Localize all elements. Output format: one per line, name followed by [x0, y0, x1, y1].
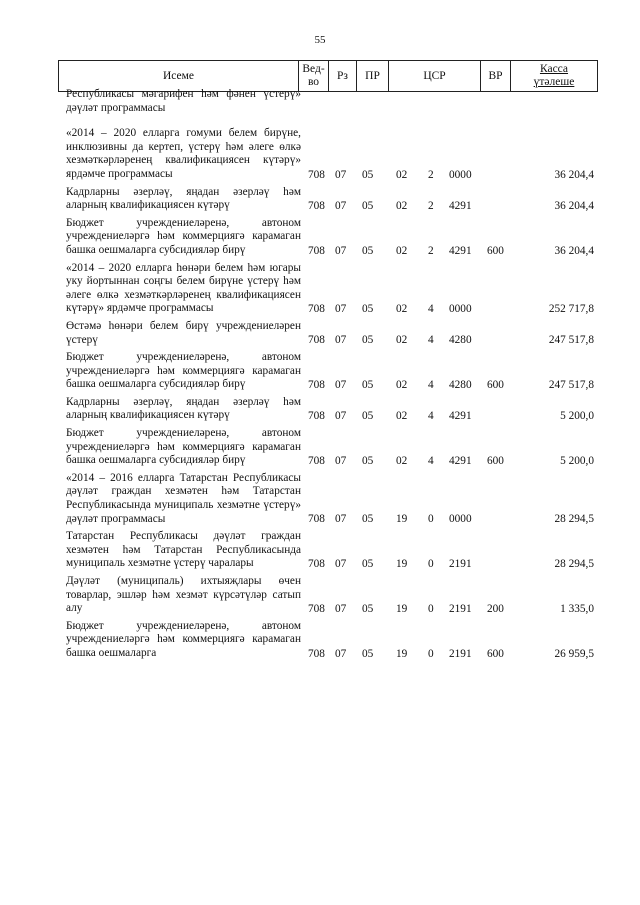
cell-c3: 4280: [449, 334, 472, 347]
cell-rz: 07: [335, 454, 347, 467]
row-name: Бюджет учреждениеләренә, автоном учреждениеләргә һәм коммерциягә карамаган башка оешмаларга субсидияләр бирү: [66, 351, 301, 391]
cell-pr: 05: [362, 244, 374, 257]
cell-ved: 708: [308, 199, 325, 212]
cell-c3: 4291: [449, 244, 472, 257]
cell-c3: 2191: [449, 558, 472, 570]
cell-c1: 19: [396, 602, 408, 615]
row-codes: [58, 302, 598, 316]
cell-c3: 0000: [449, 513, 472, 526]
cell-ved: 708: [308, 244, 325, 257]
table-row: [58, 427, 598, 468]
table-row: [58, 530, 598, 571]
cell-vr: 600: [487, 647, 504, 660]
cell-pr: 05: [362, 168, 374, 181]
cell-c1: 02: [396, 454, 408, 467]
row-codes: [58, 512, 598, 526]
cell-c2: 0: [428, 513, 434, 526]
cell-sum: 28 294,5: [554, 558, 594, 570]
cell-rz: 07: [335, 199, 347, 212]
table-row: [58, 217, 598, 258]
cell-c2: 0: [428, 558, 434, 570]
cell-pr: 05: [362, 558, 374, 570]
cell-sum: 252 717,8: [548, 302, 594, 315]
cell-c1: 02: [396, 334, 408, 347]
table-row: [58, 472, 598, 526]
cell-c2: 2: [428, 168, 434, 181]
table-body: [58, 88, 598, 665]
row-name: «2014 – 2020 елларга һөнәри белем һәм югары уку йортыннан соңгы белем бирүне үстерү һәм әлеге өлкә хезмәткәрләренең квалификациясен күтәрү» ярдәмче программасы: [66, 261, 301, 315]
cell-ved: 708: [308, 302, 325, 315]
cell-pr: 05: [362, 302, 374, 315]
cell-sum: 36 204,4: [554, 168, 594, 181]
row-codes: [58, 244, 598, 258]
cell-rz: 07: [335, 378, 347, 391]
row-codes: [58, 557, 598, 571]
cell-c2: 4: [428, 378, 434, 391]
cell-c1: 19: [396, 513, 408, 526]
table-row: [58, 88, 598, 115]
cell-ved: 708: [308, 647, 325, 660]
cell-pr: 05: [362, 647, 374, 660]
table-row: [58, 186, 598, 213]
row-name: Кадрларны әзерләү, яңадан әзерләү һәм аларның квалификациясен күтәрү: [66, 185, 301, 212]
header-name: Исеме: [59, 61, 299, 91]
cell-c3: 0000: [449, 302, 472, 315]
cell-c2: 2: [428, 244, 434, 257]
cell-rz: 07: [335, 647, 347, 660]
row-codes: [58, 647, 598, 661]
row-name: «2014 – 2020 елларга гомуми белем бирүне, инклюзивны да кертеп, үстерү һәм әлеге өлкә хезмәткәрләренең квалификациясен күтәрү» ярдәмче программасы: [66, 127, 301, 180]
cell-c1: 19: [396, 647, 408, 660]
cell-vr: 600: [487, 244, 504, 257]
cell-c3: 4291: [449, 454, 472, 467]
cell-c3: 2191: [449, 647, 472, 660]
header-vr: ВР: [481, 61, 511, 91]
cell-sum: 26 959,5: [554, 647, 594, 660]
page-number: 55: [314, 34, 326, 46]
cell-c3: 4280: [449, 378, 472, 391]
cell-c2: 2: [428, 199, 434, 212]
cell-rz: 07: [335, 410, 347, 423]
table-row: [58, 575, 598, 616]
cell-c3: 4291: [449, 199, 472, 212]
header-kassa-label: Касса үтәлеше: [533, 63, 575, 88]
table-row: [58, 320, 598, 347]
table-row: [58, 396, 598, 423]
cell-c1: 02: [396, 168, 408, 181]
cell-c2: 4: [428, 334, 434, 347]
cell-rz: 07: [335, 334, 347, 347]
cell-c1: 19: [396, 558, 408, 570]
table-row: [58, 127, 598, 181]
row-name: Бюджет учреждениеләренә, автоном учреждениеләргә һәм коммерциягә карамаган башка оешмаларга субсидияләр бирү: [66, 427, 301, 467]
cell-rz: 07: [335, 244, 347, 257]
row-name: Татарстан Республикасы дәүләт граждан хезмәтен һәм Татарстан Республикасында муниципаль хезмәтне үстерү чаралары: [66, 530, 301, 570]
row-codes: [58, 602, 598, 616]
cell-ved: 708: [308, 168, 325, 181]
cell-sum: 36 204,4: [554, 244, 594, 257]
cell-vr: 200: [487, 602, 504, 615]
cell-pr: 05: [362, 602, 374, 615]
row-name: Республикасы мәгарифен һәм фәнен үстерү» дәүләт программасы: [66, 88, 301, 114]
cell-c2: 4: [428, 410, 434, 423]
cell-c1: 02: [396, 244, 408, 257]
cell-ved: 708: [308, 410, 325, 423]
cell-ved: 708: [308, 513, 325, 526]
header-rz: Рз: [329, 61, 357, 91]
cell-sum: 36 204,4: [554, 199, 594, 212]
cell-sum: 28 294,5: [554, 513, 594, 526]
row-codes: [58, 168, 598, 182]
cell-ved: 708: [308, 558, 325, 570]
cell-c3: 4291: [449, 410, 472, 423]
table-row: [58, 620, 598, 661]
cell-rz: 07: [335, 558, 347, 570]
header-pr: ПР: [357, 61, 389, 91]
cell-rz: 07: [335, 513, 347, 526]
row-codes: [58, 454, 598, 468]
cell-rz: 07: [335, 602, 347, 615]
cell-c3: 0000: [449, 168, 472, 181]
cell-c1: 02: [396, 302, 408, 315]
cell-c2: 0: [428, 647, 434, 660]
cell-c1: 02: [396, 378, 408, 391]
cell-ved: 708: [308, 334, 325, 347]
row-name: Бюджет учреждениеләренә, автоном учреждениеләргә һәм коммерциягә карамаган башка оешмаларга субсидияләр бирү: [66, 216, 301, 256]
cell-sum: 5 200,0: [560, 410, 594, 423]
cell-c1: 02: [396, 410, 408, 423]
cell-c1: 02: [396, 199, 408, 212]
cell-rz: 07: [335, 168, 347, 181]
cell-sum: 247 517,8: [548, 334, 594, 347]
row-codes: [58, 101, 598, 115]
cell-pr: 05: [362, 378, 374, 391]
table-row: [58, 262, 598, 316]
row-codes: [58, 409, 598, 423]
cell-sum: 247 517,8: [548, 378, 594, 391]
cell-vr: 600: [487, 378, 504, 391]
cell-c2: 4: [428, 454, 434, 467]
row-codes: [58, 378, 598, 392]
table-row: [58, 351, 598, 392]
row-name: Бюджет учреждениеләренә, автоном учреждениеләргә һәм коммерциягә карамаган башка оешмаларга: [66, 619, 301, 659]
cell-pr: 05: [362, 410, 374, 423]
header-ved: Вед- во: [299, 61, 329, 91]
row-name: Өстәмә һөнәри белем бирү учреждениеләрен үстерү: [66, 319, 301, 346]
header-kassa: [511, 61, 597, 91]
row-codes: [58, 199, 598, 213]
cell-pr: 05: [362, 454, 374, 467]
cell-ved: 708: [308, 454, 325, 467]
cell-sum: 5 200,0: [560, 454, 594, 467]
cell-c2: 0: [428, 602, 434, 615]
header-csr: ЦСР: [389, 61, 481, 91]
cell-pr: 05: [362, 199, 374, 212]
cell-c2: 4: [428, 302, 434, 315]
cell-sum: 1 335,0: [560, 602, 594, 615]
row-name: «2014 – 2016 елларга Татарстан Республикасы дәүләт граждан хезмәтен һәм Татарстан Республикасында муниципаль хезмәтне үстерү» дәүләт программасы: [66, 471, 301, 525]
cell-ved: 708: [308, 602, 325, 615]
cell-vr: 600: [487, 454, 504, 467]
cell-pr: 05: [362, 513, 374, 526]
cell-pr: 05: [362, 334, 374, 347]
row-name: Кадрларны әзерләү, яңадан әзерләү һәм аларның квалификациясен күтәрү: [66, 395, 301, 422]
cell-rz: 07: [335, 302, 347, 315]
cell-ved: 708: [308, 378, 325, 391]
row-name: Дәүләт (муниципаль) ихтыяҗлары өчен товарлар, эшләр һәм хезмәт күрсәтүләр сатып алу: [66, 575, 301, 615]
cell-c3: 2191: [449, 602, 472, 615]
row-codes: [58, 333, 598, 347]
